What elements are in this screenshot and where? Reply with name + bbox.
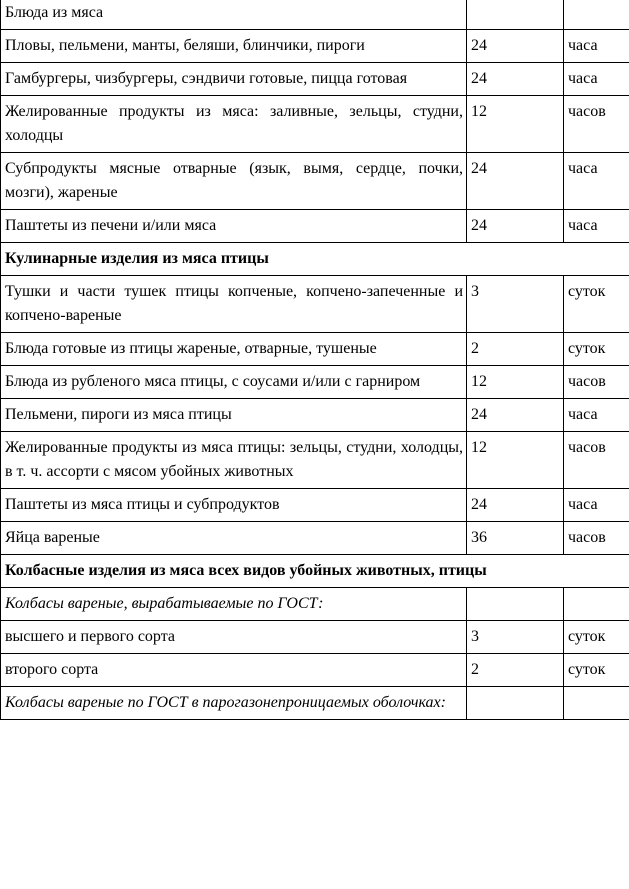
table-row: [1, 153, 629, 210]
product-name-cell: Желированные продукты из мяса: заливные, зельцы, студни, холодцы: [1, 96, 467, 153]
table-row: [1, 366, 629, 399]
product-name-cell: Яйца вареные: [1, 522, 467, 555]
term-value-cell: 3: [467, 276, 564, 333]
term-unit-cell: часа: [564, 63, 629, 96]
product-name-cell: Тушки и части тушек птицы копченые, копчено-запеченные и копчено-вареные: [1, 276, 467, 333]
table-row: [1, 687, 629, 720]
table-row: [1, 654, 629, 687]
term-unit-cell: [564, 588, 629, 621]
term-value-cell: [467, 588, 564, 621]
term-unit-cell: часа: [564, 210, 629, 243]
term-value-cell: 3: [467, 621, 564, 654]
table-row: [1, 0, 629, 30]
table-row: [1, 399, 629, 432]
term-value-cell: 36: [467, 522, 564, 555]
term-value-cell: 24: [467, 399, 564, 432]
term-value-cell: 24: [467, 489, 564, 522]
term-unit-cell: суток: [564, 333, 629, 366]
product-name-cell: Пловы, пельмени, манты, беляши, блинчики, пироги: [1, 30, 467, 63]
term-unit-cell: часов: [564, 366, 629, 399]
product-name-cell: высшего и первого сорта: [1, 621, 467, 654]
table-row: [1, 621, 629, 654]
table-row: [1, 489, 629, 522]
product-name-cell: Паштеты из печени и/или мяса: [1, 210, 467, 243]
term-value-cell: 24: [467, 153, 564, 210]
product-name-cell: Гамбургеры, чизбургеры, сэндвичи готовые, пицца готовая: [1, 63, 467, 96]
product-name-cell: Блюда из рубленого мяса птицы, с соусами и/или с гарниром: [1, 366, 467, 399]
table-row: [1, 522, 629, 555]
term-value-cell: [467, 0, 564, 30]
section-title: Кулинарные изделия из мяса птицы: [1, 243, 629, 276]
table-body: [1, 0, 629, 720]
term-value-cell: 2: [467, 333, 564, 366]
term-unit-cell: суток: [564, 621, 629, 654]
table-row: [1, 96, 629, 153]
term-value-cell: 12: [467, 366, 564, 399]
table-row: [1, 276, 629, 333]
term-unit-cell: [564, 0, 629, 30]
term-unit-cell: часов: [564, 96, 629, 153]
term-unit-cell: часа: [564, 489, 629, 522]
table-row: [1, 63, 629, 96]
section-title: Колбасные изделия из мяса всех видов убойных животных, птицы: [1, 555, 629, 588]
product-name-cell: Пельмени, пироги из мяса птицы: [1, 399, 467, 432]
product-name-cell: Субпродукты мясные отварные (язык, вымя, сердце, почки, мозги), жареные: [1, 153, 467, 210]
table-row: [1, 588, 629, 621]
table-row: [1, 333, 629, 366]
term-unit-cell: часов: [564, 522, 629, 555]
section-row: [1, 555, 629, 588]
product-name-cell: Блюда из мяса: [1, 0, 467, 30]
product-name-cell: Желированные продукты из мяса птицы: зельцы, студни, холодцы, в т. ч. ассорти с мясом убойных животных: [1, 432, 467, 489]
product-name-cell: Паштеты из мяса птицы и субпродуктов: [1, 489, 467, 522]
table-row: [1, 210, 629, 243]
term-value-cell: [467, 687, 564, 720]
term-unit-cell: часов: [564, 432, 629, 489]
term-value-cell: 24: [467, 63, 564, 96]
term-unit-cell: суток: [564, 276, 629, 333]
term-unit-cell: часа: [564, 153, 629, 210]
table-row: [1, 30, 629, 63]
product-name-cell: Блюда готовые из птицы жареные, отварные, тушеные: [1, 333, 467, 366]
section-row: [1, 243, 629, 276]
subheader-cell: Колбасы вареные по ГОСТ в парогазонепроницаемых оболочках:: [1, 687, 467, 720]
term-value-cell: 12: [467, 96, 564, 153]
term-value-cell: 12: [467, 432, 564, 489]
table-row: [1, 432, 629, 489]
subheader-cell: Колбасы вареные, вырабатываемые по ГОСТ:: [1, 588, 467, 621]
term-unit-cell: часа: [564, 30, 629, 63]
product-name-cell: второго сорта: [1, 654, 467, 687]
term-value-cell: 24: [467, 210, 564, 243]
term-unit-cell: часа: [564, 399, 629, 432]
term-value-cell: 24: [467, 30, 564, 63]
term-value-cell: 2: [467, 654, 564, 687]
term-unit-cell: суток: [564, 654, 629, 687]
term-unit-cell: [564, 687, 629, 720]
